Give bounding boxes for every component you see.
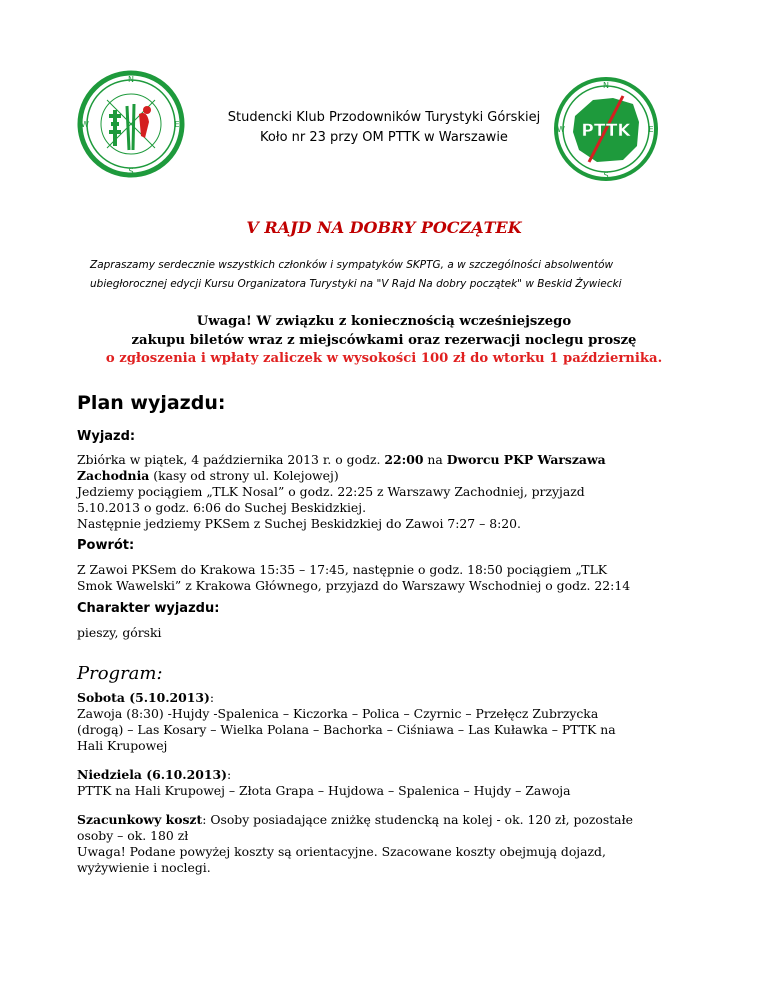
saturday-line-1: Zawoja (8:30) -Hujdy -Spalenica – Kiczorka – Polica – Czyrnic – Przełęcz Zubrzycka — [77, 706, 599, 721]
departure-line-1: Zbiórka w piątek, 4 października 2013 r. o godz. 22:00 na Dworcu PKP Warszawa — [77, 452, 606, 467]
compass-n: N — [128, 75, 134, 84]
compass-e: E — [174, 120, 180, 129]
saturday-line-3: Hali Krupowej — [77, 738, 168, 753]
return-line-1: Z Zawoi PKSem do Krakowa 15:35 – 17:45, następnie o godz. 18:50 pociągiem „TLK — [77, 562, 608, 577]
club-branch: Koło nr 23 przy OM PTTK w Warszawie — [260, 130, 508, 145]
return-line-2: Smok Wawelski” z Krakowa Głównego, przyjazd do Warszawy Wschodniej o godz. 22:14 — [77, 578, 631, 593]
pttk-text: PTTK — [581, 121, 631, 141]
compass-s: S — [603, 171, 609, 180]
departure-line-3: Jedziemy pociągiem „TLK Nosal” o godz. 22:25 z Warszawy Zachodniej, przyjazd — [77, 484, 585, 499]
sunday-label: Niedziela (6.10.2013): — [77, 767, 232, 782]
event-title: V RAJD NA DOBRY POCZĄTEK — [246, 218, 522, 237]
departure-heading: Wyjazd: — [77, 429, 136, 444]
warning-line-1: Uwaga! W związku z koniecznością wcześniejszego — [196, 314, 572, 329]
departure-line-5: Następnie jedziemy PKSem z Suchej Beskidzkiej do Zawoi 7:27 – 8:20. — [77, 516, 521, 531]
club-name: Studencki Klub Przodowników Turystyki Górskiej — [227, 110, 541, 125]
departure-line-2: Zachodnia (kasy od strony ul. Kolejowej) — [77, 468, 339, 483]
cost-line-3: Uwaga! Podane powyżej koszty są orientacyjne. Szacowane koszty obejmują dojazd, — [77, 844, 606, 859]
character-text: pieszy, górski — [77, 625, 162, 640]
cost-line-4: wyżywienie i noclegi. — [77, 860, 211, 875]
departure-line-4: 5.10.2013 o godz. 6:06 do Suchej Beskidzkiej. — [77, 500, 367, 515]
sunday-line-1: PTTK na Hali Krupowej – Złota Grapa – Hujdowa – Spalenica – Hujdy – Zawoja — [77, 783, 571, 798]
intro-line-1: Zapraszamy serdecznie wszystkich członków i sympatyków SKPTG, a w szczególności absolwentów — [90, 259, 614, 271]
return-heading: Powrót: — [77, 538, 135, 553]
saturday-line-2: (drogą) – Las Kosary – Wielka Polana – Bachorka – Ciśniawa – Las Kuławka – PTTK na — [77, 722, 616, 737]
warning-line-3: o zgłoszenia i wpłaty zaliczek w wysokości 100 zł do wtorku 1 października. — [105, 351, 663, 366]
cost-line-1: Szacunkowy koszt: Osoby posiadające zniżkę studencką na kolej - ok. 120 zł, pozostałe — [77, 812, 633, 827]
compass-s: S — [128, 167, 134, 176]
intro-line-2: ubiegłorocznej edycji Kursu Organizatora Turystyki na "V Rajd Na dobry początek" w Beskid Żywiecki — [90, 278, 622, 290]
character-heading: Charakter wyjazdu: — [77, 601, 220, 616]
plan-heading: Plan wyjazdu: — [77, 392, 226, 414]
cost-line-2: osoby – ok. 180 zł — [77, 828, 189, 843]
compass-w: W — [557, 125, 565, 134]
compass-e: E — [648, 125, 654, 134]
compass-w: W — [81, 120, 89, 129]
program-heading: Program: — [77, 663, 163, 684]
pttk-logo — [553, 76, 659, 182]
warning-line-2: zakupu biletów wraz z miejscówkami oraz rezerwacji noclegu proszę — [131, 333, 637, 348]
compass-n: N — [603, 81, 609, 90]
saturday-label: Sobota (5.10.2013): — [77, 690, 215, 705]
